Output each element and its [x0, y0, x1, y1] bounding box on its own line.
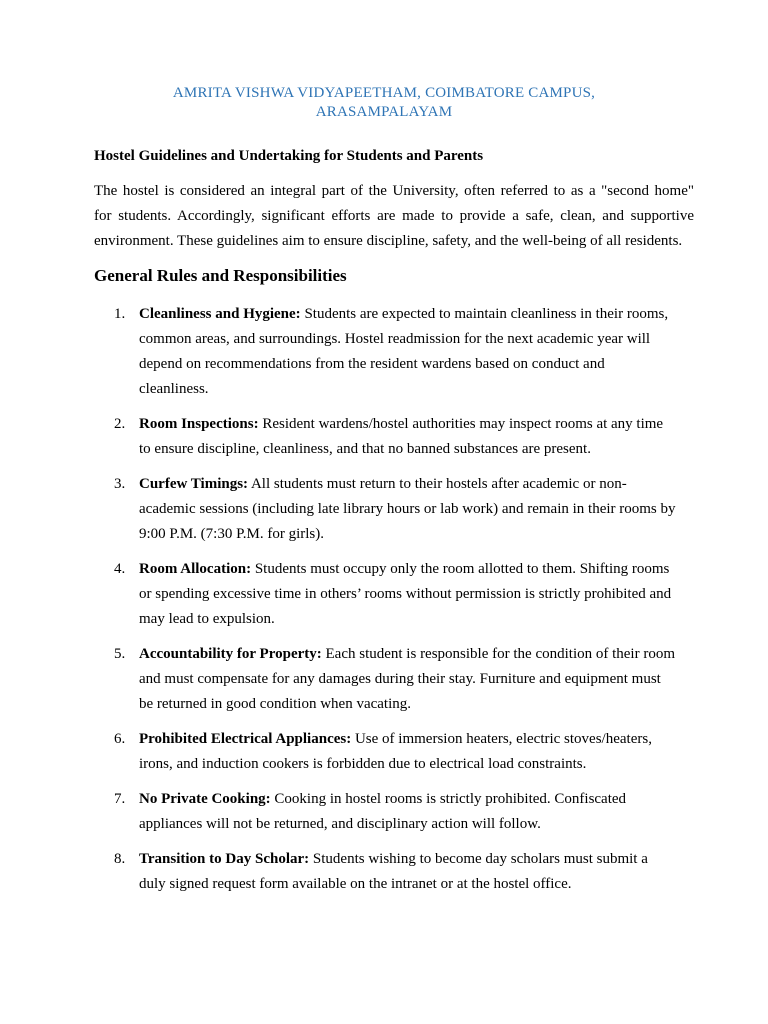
rule-line: [139, 642, 704, 667]
rule-line: to ensure discipline, cleanliness, and that no banned substances are present.: [139, 441, 591, 457]
rule-number: 2.: [114, 416, 126, 432]
rule-text: All students must return to their hostels after academic or non-: [248, 476, 627, 492]
rule-number: 4.: [114, 561, 126, 577]
rule-line: [139, 847, 704, 872]
header-line-1: AMRITA VISHWA VIDYAPEETHAM, COIMBATORE CAMPUS,: [172, 85, 596, 101]
rule-line: and must compensate for any damages during their stay. Furniture and equipment must: [139, 671, 661, 687]
rule-title: Cleanliness and Hygiene:: [139, 306, 301, 322]
rule-title: No Private Cooking:: [139, 791, 271, 807]
rule-line: 9:00 P.M. (7:30 P.M. for girls).: [139, 526, 325, 542]
rule-title: Transition to Day Scholar:: [139, 851, 310, 867]
intro-paragraph: [94, 179, 694, 254]
rule-text: Students wishing to become day scholars must submit a: [309, 851, 648, 867]
rule-line: duly signed request form available on the intranet or at the hostel office.: [139, 876, 572, 892]
rule-item: [94, 787, 704, 837]
intro-line: for students. Accordingly, significant efforts are made to provide a safe, clean, and supportive: [94, 208, 694, 224]
rule-title: Accountability for Property:: [139, 646, 322, 662]
rule-item: [94, 727, 704, 777]
rule-number: 6.: [114, 731, 126, 747]
rule-text: Use of immersion heaters, electric stoves/heaters,: [351, 731, 652, 747]
rule-text: Resident wardens/hostel authorities may inspect rooms at any time: [258, 416, 664, 432]
rule-item: [94, 412, 704, 462]
rule-line: or spending excessive time in others’ rooms without permission is strictly prohibited and: [139, 586, 672, 602]
rule-line: academic sessions (including late library hours or lab work) and remain in their rooms by: [139, 501, 676, 517]
rule-line: common areas, and surroundings. Hostel readmission for the next academic year will: [139, 331, 651, 347]
rule-number: 8.: [114, 851, 126, 867]
rule-text: Cooking in hostel rooms is strictly prohibited. Confiscated: [270, 791, 627, 807]
institution-header: [0, 84, 768, 122]
rule-item: [94, 302, 704, 402]
rule-title: Prohibited Electrical Appliances:: [139, 731, 352, 747]
rule-line: [139, 412, 704, 437]
rule-item: [94, 472, 704, 547]
rule-number: 1.: [114, 306, 126, 322]
intro-line: environment. These guidelines aim to ensure discipline, safety, and the well-being of all residents.: [94, 233, 683, 249]
rule-line: [139, 302, 704, 327]
rule-text: Each student is responsible for the condition of their room: [321, 646, 676, 662]
rule-line: may lead to expulsion.: [139, 611, 275, 627]
rule-line: depend on recommendations from the resident wardens based on conduct and: [139, 356, 605, 372]
rule-line: cleanliness.: [139, 381, 209, 397]
rule-line: [139, 787, 704, 812]
rule-title: Room Inspections:: [139, 416, 259, 432]
rule-line: [139, 557, 704, 582]
rule-text: Students are expected to maintain cleanliness in their rooms,: [300, 306, 669, 322]
rule-title: Room Allocation:: [139, 561, 252, 577]
section-heading: General Rules and Responsibilities: [94, 266, 347, 285]
rule-item: [94, 557, 704, 632]
intro-line: The hostel is considered an integral part of the University, often referred to as a "second home": [94, 183, 694, 199]
rule-number: 7.: [114, 791, 126, 807]
rule-number: 5.: [114, 646, 126, 662]
rule-line: appliances will not be returned, and disciplinary action will follow.: [139, 816, 541, 832]
rule-number: 3.: [114, 476, 126, 492]
rule-line: [139, 727, 704, 752]
rule-line: irons, and induction cookers is forbidden due to electrical load constraints.: [139, 756, 587, 772]
rules-list: [94, 302, 704, 907]
rule-text: Students must occupy only the room allotted to them. Shifting rooms: [251, 561, 670, 577]
rule-line: [139, 472, 704, 497]
rule-item: [94, 847, 704, 897]
header-line-2: ARASAMPALAYAM: [315, 104, 453, 120]
document-subtitle: Hostel Guidelines and Undertaking for Students and Parents: [94, 148, 484, 164]
rule-title: Curfew Timings:: [139, 476, 249, 492]
rule-item: [94, 642, 704, 717]
rule-line: be returned in good condition when vacating.: [139, 696, 412, 712]
